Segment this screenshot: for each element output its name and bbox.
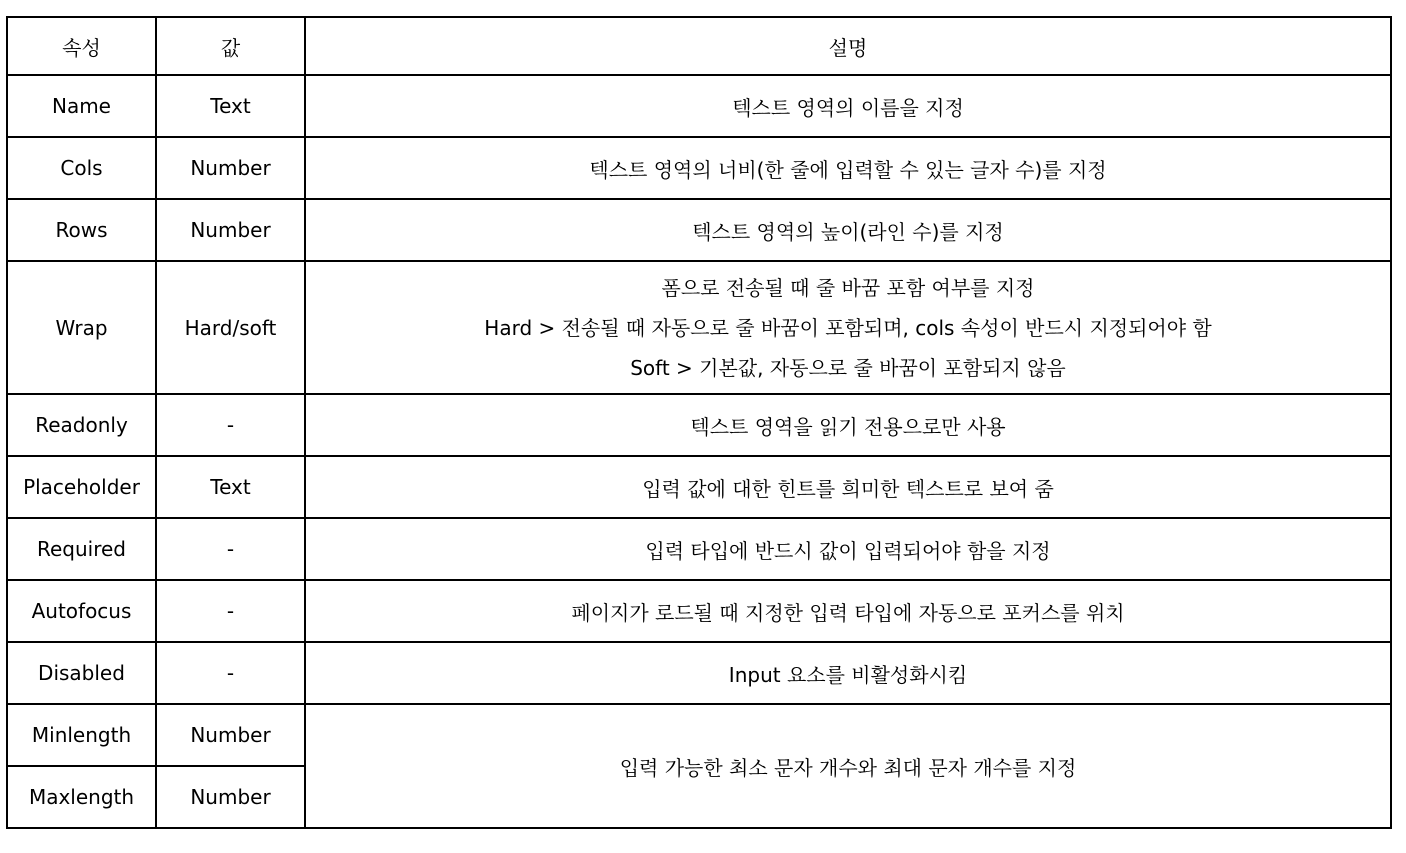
header-value: 값 — [156, 17, 305, 75]
attribute-cell: Required — [7, 518, 156, 580]
table-row — [7, 394, 1391, 456]
value-cell: - — [156, 394, 305, 456]
table-row — [7, 456, 1391, 518]
attribute-cell: Minlength — [7, 704, 156, 766]
value-cell: Hard/soft — [156, 261, 305, 394]
attribute-cell: Wrap — [7, 261, 156, 394]
attribute-table — [6, 16, 1392, 829]
attribute-cell: Autofocus — [7, 580, 156, 642]
value-cell: - — [156, 580, 305, 642]
description-cell: 텍스트 영역의 이름을 지정 — [305, 75, 1391, 137]
value-cell: Number — [156, 704, 305, 766]
description-line: 폼으로 전송될 때 줄 바꿈 포함 여부를 지정 — [661, 275, 1035, 300]
table-header-row — [7, 17, 1391, 75]
header-attribute: 속성 — [7, 17, 156, 75]
attribute-cell: Cols — [7, 137, 156, 199]
description-cell: Input 요소를 비활성화시킴 — [305, 642, 1391, 704]
description-line: Soft > 기본값, 자동으로 줄 바꿈이 포함되지 않음 — [630, 355, 1066, 380]
attribute-cell: Name — [7, 75, 156, 137]
table-row — [7, 261, 1391, 394]
description-cell: 텍스트 영역의 높이(라인 수)를 지정 — [305, 199, 1391, 261]
value-cell: Text — [156, 456, 305, 518]
description-cell: 입력 가능한 최소 문자 개수와 최대 문자 개수를 지정 — [305, 704, 1391, 828]
description-cell — [305, 261, 1391, 394]
header-description: 설명 — [305, 17, 1391, 75]
table-row — [7, 704, 1391, 766]
table-row — [7, 642, 1391, 704]
description-cell: 텍스트 영역의 너비(한 줄에 입력할 수 있는 글자 수)를 지정 — [305, 137, 1391, 199]
attribute-cell: Disabled — [7, 642, 156, 704]
table-row — [7, 518, 1391, 580]
value-cell: Number — [156, 199, 305, 261]
description-cell: 입력 타입에 반드시 값이 입력되어야 함을 지정 — [305, 518, 1391, 580]
value-cell: - — [156, 518, 305, 580]
attribute-cell: Rows — [7, 199, 156, 261]
table-row — [7, 580, 1391, 642]
description-cell: 입력 값에 대한 힌트를 희미한 텍스트로 보여 줌 — [305, 456, 1391, 518]
description-cell: 페이지가 로드될 때 지정한 입력 타입에 자동으로 포커스를 위치 — [305, 580, 1391, 642]
attribute-cell: Placeholder — [7, 456, 156, 518]
description-cell: 텍스트 영역을 읽기 전용으로만 사용 — [305, 394, 1391, 456]
value-cell: Number — [156, 766, 305, 828]
value-cell: - — [156, 642, 305, 704]
attribute-cell: Maxlength — [7, 766, 156, 828]
table-row — [7, 199, 1391, 261]
attribute-cell: Readonly — [7, 394, 156, 456]
description-line: Hard > 전송될 때 자동으로 줄 바꿈이 포함되며, cols 속성이 반드시 지정되어야 함 — [484, 315, 1212, 340]
value-cell: Text — [156, 75, 305, 137]
table-row — [7, 137, 1391, 199]
value-cell: Number — [156, 137, 305, 199]
table-row — [7, 75, 1391, 137]
